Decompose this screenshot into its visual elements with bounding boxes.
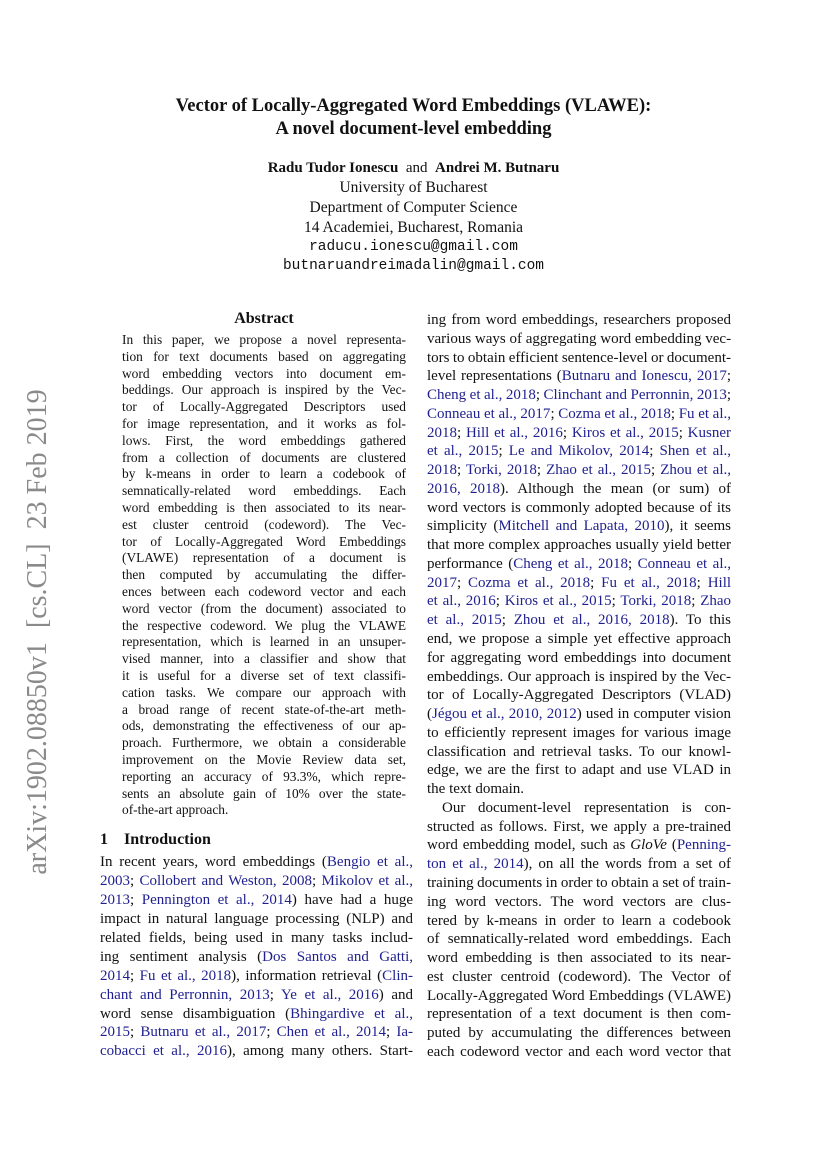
citation-link[interactable]: Cheng et al., 2018 — [513, 555, 628, 572]
citation-link[interactable]: Clinchant and Perronnin, 2013 — [543, 387, 727, 404]
text-segment: word embedding is then associated to its near- — [122, 499, 406, 515]
citation-link[interactable]: Cheng et al., 2018 — [427, 387, 536, 404]
text-line — [427, 574, 731, 593]
text-line — [427, 649, 731, 668]
citation-link[interactable]: Clin- — [382, 967, 414, 984]
text-segment: the respective codeword. We plug the VLAWE — [122, 617, 406, 633]
text-line — [100, 891, 413, 910]
text-segment: ; — [536, 462, 547, 479]
text-segment: ; — [611, 593, 621, 610]
text-segment: proach. Furthermore, we obtain a considerable — [122, 735, 406, 751]
citation-link[interactable]: Shen et al., — [659, 443, 731, 460]
text-segment: of semnatically-related word embeddings. Each — [427, 931, 731, 948]
text-line — [122, 399, 406, 416]
text-line — [427, 499, 731, 518]
email-2[interactable]: butnaruandreimadalin@gmail.com — [282, 258, 545, 274]
text-segment: performance ( — [427, 555, 514, 572]
text-line — [100, 948, 413, 967]
citation-link[interactable]: et al., 2015 — [427, 443, 499, 460]
citation-link[interactable]: Bengio et al., — [326, 854, 414, 870]
citation-link[interactable]: Butnaru et al., 2017 — [140, 1024, 267, 1041]
text-line — [122, 718, 406, 735]
text-segment: Our document-level representation is con- — [442, 799, 731, 816]
section-heading-introduction — [100, 831, 227, 849]
text-line — [427, 874, 731, 893]
text-segment: ences between each codeword vector and each — [122, 583, 406, 599]
text-segment: ), it seems — [664, 518, 731, 535]
text-segment: training documents in order to obtain a set of train- — [427, 874, 731, 891]
affiliation-department: Department of Computer Science — [309, 199, 518, 216]
text-segment: tor of Locally-Aggregated Descriptors (VLAD) — [427, 687, 731, 704]
text-segment: ing sentiment analysis ( — [100, 948, 263, 965]
text-line — [427, 311, 731, 330]
text-line — [122, 651, 406, 668]
citation-link[interactable]: Collobert and Weston, 2008 — [139, 872, 312, 889]
text-segment: ; — [649, 443, 660, 460]
text-segment: ; — [627, 555, 638, 572]
text-segment: word vector (from the document) associated to — [122, 600, 406, 616]
citation-link[interactable]: 2014 — [100, 967, 130, 984]
citation-link[interactable]: Hill — [707, 574, 732, 591]
text-line — [100, 967, 413, 986]
text-line — [122, 802, 406, 819]
text-segment: word embedding is then associated to its near- — [427, 950, 731, 967]
text-line — [427, 442, 731, 461]
text-segment: level representations ( — [427, 368, 562, 385]
text-segment: ; — [457, 574, 469, 591]
citation-link[interactable]: Pennington et al., 2014 — [141, 891, 292, 908]
text-segment: word vectors is commonly adopted because of its — [427, 499, 731, 516]
text-segment: ; — [269, 986, 281, 1003]
citation-link[interactable]: 2018 — [427, 462, 457, 479]
text-line — [427, 987, 731, 1006]
text-line — [427, 1024, 731, 1043]
text-line — [427, 724, 731, 743]
text-line — [122, 618, 406, 635]
text-line — [122, 433, 406, 450]
text-line — [122, 601, 406, 618]
text-segment: ; — [501, 612, 514, 629]
authors — [0, 160, 827, 177]
text-line — [427, 949, 731, 968]
citation-link[interactable]: Mitchell and Lapata, 2010 — [498, 518, 665, 535]
text-segment: embeddings. Our approach is inspired by the Vec- — [427, 668, 731, 685]
text-line — [122, 786, 406, 803]
text-line — [427, 555, 731, 574]
text-line — [427, 799, 731, 818]
text-segment: tors to obtain efficient sentence-level or document- — [427, 349, 731, 366]
text-segment: est cluster centroid (codeword). The Vec- — [122, 516, 406, 532]
text-line — [427, 761, 731, 780]
text-segment: ; — [726, 368, 731, 385]
text-line — [122, 349, 406, 366]
text-line — [427, 668, 731, 687]
text-segment: ; — [311, 872, 322, 889]
text-segment: improvement on the Movie Review data set, — [122, 751, 406, 767]
text-segment: that more complex approaches usually yield better — [427, 537, 731, 554]
text-segment: of-the-art approach. — [122, 802, 229, 818]
citation-link[interactable]: Zhao et al., 2015 — [546, 462, 652, 479]
citation-link[interactable]: Mikolov et al., — [321, 872, 413, 889]
text-segment: ; — [590, 574, 602, 591]
text-segment: representation, which is learned in an unsuper- — [122, 634, 406, 650]
text-segment: classification and retrieval tasks. To our knowl- — [427, 743, 731, 760]
text-line — [427, 592, 731, 611]
text-segment: ; — [651, 462, 661, 479]
text-line — [427, 405, 731, 424]
text-segment: related fields, being used in many tasks includ- — [100, 929, 413, 946]
text-line — [427, 780, 731, 799]
text-line — [100, 853, 413, 872]
text-segment: vised manner, into a classifier and show that — [122, 651, 406, 667]
text-segment: In this paper, we propose a novel representa- — [122, 332, 406, 347]
text-line — [122, 450, 406, 467]
text-line — [100, 1023, 413, 1042]
text-segment: ; — [670, 405, 679, 422]
text-line — [100, 1005, 413, 1024]
text-segment: ( — [666, 837, 677, 854]
text-segment: a broad range of recent state-of-the-art meth- — [122, 701, 406, 717]
citation-link[interactable]: Dos Santos and Gatti, — [262, 948, 414, 965]
text-segment: structed as follows. First, we apply a pre-trained — [427, 818, 731, 835]
text-line — [122, 483, 406, 500]
text-line — [427, 424, 731, 443]
text-segment: various ways of aggregating word embedding vec- — [427, 330, 732, 347]
citation-link[interactable]: 2017 — [427, 574, 457, 591]
citation-link[interactable]: Torki, 2018 — [465, 462, 537, 479]
text-segment: the text domain. — [427, 781, 525, 798]
text-line — [122, 500, 406, 517]
citation-link[interactable]: Fu et al., — [678, 405, 732, 422]
text-segment: ; — [562, 424, 572, 441]
text-segment: ; — [130, 872, 140, 889]
text-segment: puted by accumulating the differences between — [427, 1025, 731, 1042]
text-segment: impact in natural language processing (NLP) and — [100, 910, 413, 927]
citation-link[interactable]: Le and Mikolov, 2014 — [508, 443, 650, 460]
text-line — [122, 517, 406, 534]
section-number: 1 — [100, 831, 108, 848]
citation-link[interactable]: Conneau et al., 2017 — [427, 405, 551, 422]
abstract-heading: Abstract — [234, 310, 294, 327]
text-segment: ods, demonstrating the effectiveness of our ap- — [122, 718, 406, 734]
text-segment: ), on all the words from a set of — [523, 856, 731, 873]
text-segment: word embedding model, such as — [427, 837, 631, 854]
abstract-body — [122, 332, 406, 819]
text-line — [427, 480, 731, 499]
text-segment: ; — [495, 593, 505, 610]
citation-link[interactable]: Ye et al., 2016 — [280, 986, 379, 1003]
text-segment: ; — [550, 405, 559, 422]
citation-link[interactable]: Torki, 2018 — [620, 593, 692, 610]
citation-link[interactable]: et al., 2016 — [427, 593, 496, 610]
text-segment: reporting an accuracy of 93.3%, which repre- — [122, 768, 406, 784]
text-segment: from a collection of documents are clustered — [122, 449, 406, 465]
text-line — [122, 550, 406, 567]
citation-link[interactable]: ton et al., 2014 — [427, 856, 524, 873]
introduction-right-column — [427, 311, 731, 1062]
text-line — [100, 929, 413, 948]
text-segment: ; — [691, 593, 701, 610]
text-segment: ( — [427, 706, 432, 723]
text-segment: ), information retrieval ( — [231, 967, 383, 984]
text-line — [427, 630, 731, 649]
text-segment: ). To this — [669, 612, 731, 629]
text-segment: ; — [130, 967, 140, 984]
text-segment: representation of a text document is then com- — [427, 1006, 731, 1023]
text-segment: ; — [130, 1024, 141, 1041]
text-line — [122, 466, 406, 483]
text-segment: tion for text documents based on aggregating — [122, 348, 406, 364]
citation-link[interactable]: Penning- — [676, 837, 731, 854]
text-segment: ) and — [378, 986, 413, 1003]
introduction-left-column — [100, 853, 413, 1061]
text-line — [427, 461, 731, 480]
text-line — [427, 1043, 731, 1062]
citation-link[interactable]: Fu et al., 2018 — [601, 574, 697, 591]
text-line — [100, 872, 413, 891]
text-segment: ; — [498, 443, 509, 460]
text-line — [122, 668, 406, 685]
text-line — [122, 332, 406, 349]
text-line — [427, 611, 731, 630]
text-segment: to efficiently represent images for various image — [427, 724, 731, 741]
text-segment: ; — [266, 1024, 277, 1041]
citation-link[interactable]: Butnaru and Ionescu, 2017 — [561, 368, 727, 385]
citation-link[interactable]: Chen et al., 2014 — [276, 1024, 386, 1041]
emphasized-text: GloVe — [630, 837, 667, 854]
text-segment: sents an absolute gain of 10% over the state- — [122, 785, 406, 801]
citation-link[interactable]: cobacci et al., 2016 — [100, 1043, 227, 1060]
text-line — [100, 1042, 413, 1061]
text-segment: ; — [696, 574, 708, 591]
text-line — [122, 366, 406, 383]
text-segment: est cluster centroid (codeword). The Vector of — [427, 968, 731, 985]
text-segment: word sense disambiguation ( — [100, 1005, 291, 1022]
section-title: Introduction — [124, 831, 211, 848]
citation-link[interactable]: 2015 — [100, 1024, 130, 1041]
paper-title-line-2: A novel document-level embedding — [275, 119, 552, 139]
text-line — [427, 1005, 731, 1024]
text-segment: for image representation, and it works as fol- — [122, 415, 406, 431]
author-conjunction: and — [405, 160, 428, 176]
citation-link[interactable]: Ia- — [396, 1024, 413, 1041]
text-line — [122, 752, 406, 769]
text-line — [427, 686, 731, 705]
text-segment: it is useful for a diverse set of text classifi- — [122, 667, 406, 683]
text-segment: by k-means in order to learn a codebook of — [122, 466, 406, 482]
citation-link[interactable]: Conneau et al., — [637, 555, 731, 572]
text-segment: ; — [535, 387, 544, 404]
author-1: Radu Tudor Ionescu — [267, 160, 399, 176]
citation-link[interactable]: Jégou et al., 2010, 2012 — [432, 706, 577, 723]
text-line — [427, 818, 731, 837]
text-segment: end, we propose a simple yet effective approach — [427, 631, 731, 648]
citation-link[interactable]: Hill et al., 2016 — [465, 424, 563, 441]
text-segment: ; — [386, 1024, 397, 1041]
text-line — [100, 986, 413, 1005]
affiliation-address: 14 Academiei, Bucharest, Romania — [303, 219, 524, 236]
text-line — [427, 893, 731, 912]
text-segment: ; — [678, 424, 688, 441]
text-line — [427, 855, 731, 874]
text-line — [122, 534, 406, 551]
citation-link[interactable]: Fu et al., 2018 — [139, 967, 232, 984]
email-1[interactable]: raducu.ionescu@gmail.com — [309, 239, 518, 255]
text-line — [122, 634, 406, 651]
author-2: Andrei M. Butnaru — [434, 160, 560, 176]
text-segment: ; — [726, 387, 732, 404]
text-line — [427, 386, 731, 405]
text-segment: ; — [457, 424, 466, 441]
text-line — [122, 735, 406, 752]
text-segment: tor of Locally-Aggregated Word Embeddings — [122, 533, 406, 549]
text-line — [427, 349, 731, 368]
citation-link[interactable]: Kiros et al., 2015 — [504, 593, 612, 610]
text-line — [100, 910, 413, 929]
text-segment: ; — [457, 462, 466, 479]
text-segment: beddings. Our approach is inspired by the Vec- — [122, 382, 406, 398]
text-line — [427, 836, 731, 855]
paper-title-line-1: Vector of Locally-Aggregated Word Embeddings (VLAWE): — [175, 96, 652, 116]
citation-link[interactable]: Zhou et al., 2016, 2018 — [513, 612, 670, 629]
text-segment: cation tasks. We compare our approach with — [122, 684, 406, 700]
text-line — [122, 702, 406, 719]
text-line — [427, 367, 731, 386]
text-segment: lows. First, the word embeddings gathered — [122, 432, 406, 448]
text-line — [427, 930, 731, 949]
text-segment: In recent years, word embeddings ( — [100, 854, 327, 870]
text-line — [122, 382, 406, 399]
text-line — [427, 912, 731, 931]
text-line — [122, 416, 406, 433]
text-segment: ). Although the mean (or sum) of — [500, 480, 731, 497]
text-line — [427, 743, 731, 762]
text-segment: ) used in computer vision — [576, 706, 731, 723]
citation-link[interactable]: 2018 — [427, 424, 457, 441]
citation-link[interactable]: 2016, 2018 — [427, 480, 501, 497]
text-line — [427, 705, 731, 724]
text-segment: ing word vectors. The word vectors are clus- — [427, 893, 731, 910]
text-segment: tered by k-means in order to learn a codebook — [427, 912, 731, 929]
text-segment: ; — [130, 891, 142, 908]
citation-link[interactable]: Kusner — [687, 424, 731, 441]
text-line — [122, 685, 406, 702]
text-segment: Locally-Aggregated Word Embeddings (VLAWE) — [427, 987, 731, 1004]
text-segment: ), among many others. Start- — [226, 1043, 413, 1060]
text-segment: then computed by accumulating the differ- — [122, 567, 406, 583]
text-line — [122, 567, 406, 584]
citation-link[interactable]: 2003 — [100, 872, 130, 889]
citation-link[interactable]: Kiros et al., 2015 — [571, 424, 679, 441]
citation-link[interactable]: Zhao — [700, 593, 732, 610]
text-segment: word embedding vectors into document em- — [122, 365, 406, 381]
citation-link[interactable]: Zhou et al., — [660, 462, 732, 479]
text-segment: tor of Locally-Aggregated Descriptors used — [122, 399, 406, 415]
citation-link[interactable]: Bhingardive et al., — [290, 1005, 413, 1022]
text-segment: (VLAWE) representation of a document is — [122, 550, 406, 566]
citation-link[interactable]: Cozma et al., 2018 — [468, 574, 591, 591]
text-segment: semnatically-related word embeddings. Each — [122, 483, 406, 499]
text-line — [427, 517, 731, 536]
text-line — [427, 968, 731, 987]
text-line — [427, 330, 731, 349]
text-line — [122, 584, 406, 601]
text-segment: ing from word embeddings, researchers proposed — [427, 312, 731, 328]
citation-link[interactable]: Cozma et al., 2018 — [558, 405, 671, 422]
text-line — [427, 536, 731, 555]
citation-link[interactable]: et al., 2015 — [427, 612, 502, 629]
text-segment: for aggregating word embeddings into document — [427, 649, 731, 666]
affiliation-university: University of Bucharest — [339, 179, 488, 196]
arxiv-stamp: arXiv:1902.08850v1 [cs.CL] 23 Feb 2019 — [22, 389, 53, 875]
text-line — [122, 769, 406, 786]
text-segment: simplicity ( — [427, 518, 499, 535]
text-segment: edge, we are the first to adapt and use VLAD in — [427, 762, 731, 779]
text-segment: each codeword vector and each word vector that — [427, 1043, 731, 1060]
text-segment: ) have had a huge — [291, 891, 413, 908]
citation-link[interactable]: 2013 — [100, 891, 130, 908]
citation-link[interactable]: chant and Perronnin, 2013 — [100, 986, 270, 1003]
